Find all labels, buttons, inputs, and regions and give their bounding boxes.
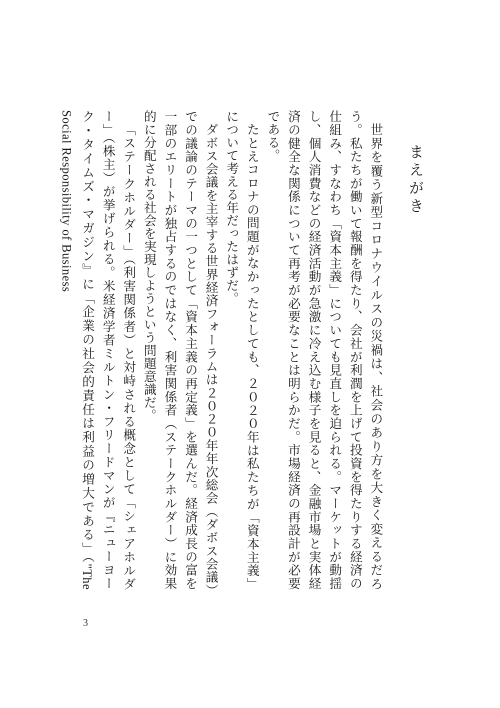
chapter-title: まえがき [406,144,425,216]
english-title: "The Social Responsibility of Business [59,110,95,590]
page-number: 3 [83,618,88,629]
paragraph-2: たとえコロナの問題がなかったとしても、２０２０年は私たちが「資本主義」について考える年だったはずだ。 [224,110,260,590]
paragraph-4-text: 「ステークホルダー」（利害関係者）と対峙される概念として「シェアホルダー」（株主）が挙げられる。米経済学者ミルトン・フリードマンが『ニューヨーク・タイムズ・マガジン』に「企業の社会的責任は利益の増大である」（ [80,110,137,590]
paragraph-1: 世界を覆う新型コロナウイルスの災禍は、社会のあり方を大きく変えるだろう。私たちが働いて報酬を得たり、会社が利潤を上げて投資を得たりする経済の仕組み、すなわち「資本主義」についても見直しを迫られる。マーケットが動揺し、個人消費などの経済活動が急激に冷え込む様子を見ると、金融市場と実体経済の健全な関係について再考が必要なことは明らかだ。市場経済の再設計が必要である。 [265,110,384,590]
paragraph-3: ダボス会議を主宰する世界経済フォーラムは２０２０年年次総会（ダボス会議）での議論のテーマの一つとして「資本主義の再定義」を選んだ。経済成長の富を一部のエリートが独占するのではなく、利害関係者（ステークホルダー）に効果的に分配される社会を実現しようという問題意識だ。 [141,110,219,590]
paragraph-4 [56,110,138,590]
vertical-text-block [56,110,436,590]
